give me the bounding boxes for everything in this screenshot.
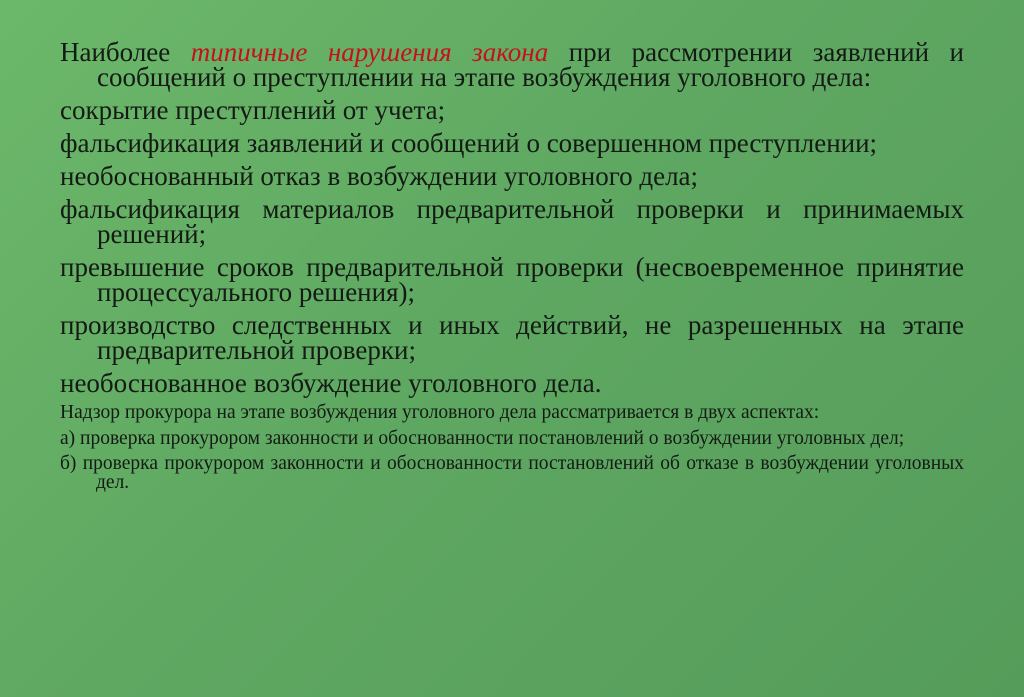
heading-text-start: Наиболее xyxy=(60,37,191,67)
violation-item: необоснованный отказ в возбуждении уголовного дела; xyxy=(60,161,699,191)
heading-paragraph xyxy=(60,37,964,92)
violation-item: фальсификация заявлений и сообщений о совершенном преступлении; xyxy=(60,128,878,158)
heading-text-end: при рассмотрении заявлений и сообщений о преступлении на этапе возбуждения уголовного дела: xyxy=(97,37,964,92)
supervision-intro: Надзор прокурора на этапе возбуждения уголовного дела рассматривается в двух аспектах: xyxy=(60,402,820,423)
violation-item: необоснованное возбуждение уголовного дела. xyxy=(60,368,602,398)
supervision-aspect: б) проверка прокурором законности и обоснованности постановлений об отказе в возбуждении уголовных дел. xyxy=(60,453,964,493)
violation-item: фальсификация материалов предварительной проверки и принимаемых решений; xyxy=(60,194,964,249)
violation-item: превышение сроков предварительной проверки (несвоевременное принятие процессуального решения); xyxy=(60,252,964,307)
slide-content xyxy=(60,37,964,499)
violation-item: сокрытие преступлений от учета; xyxy=(60,95,446,125)
heading-emphasis: типичные нарушения закона xyxy=(190,37,549,67)
violation-item: производство следственных и иных действий, не разрешенных на этапе предварительной проверки; xyxy=(60,310,964,365)
supervision-aspect: а) проверка прокурором законности и обоснованности постановлений о возбуждении уголовных дел; xyxy=(60,427,905,449)
